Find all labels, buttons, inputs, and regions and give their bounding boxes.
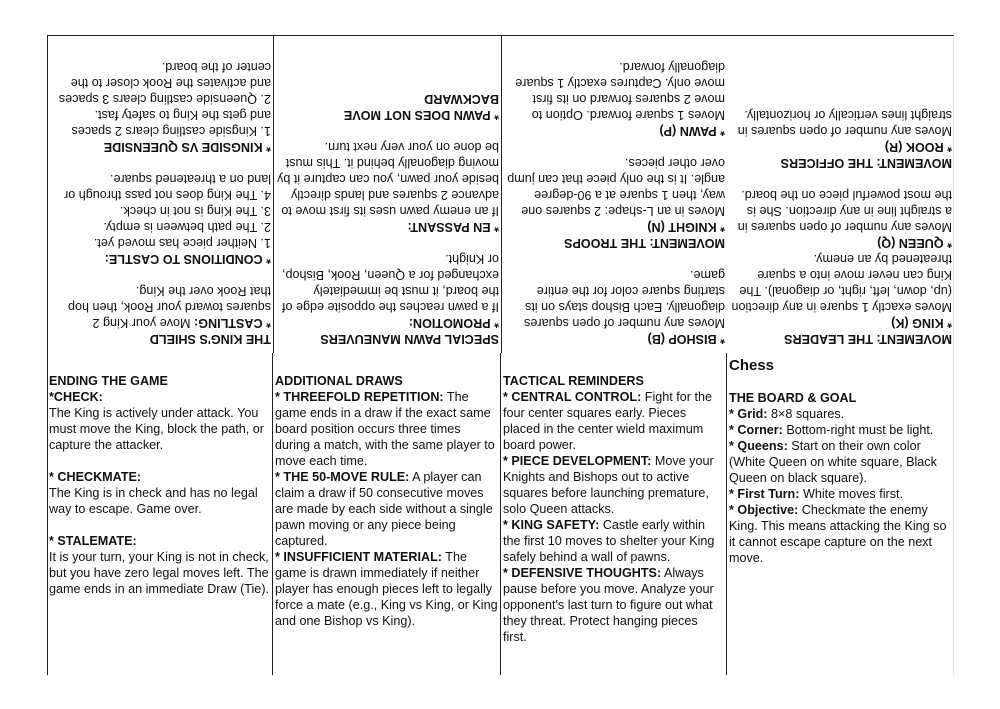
panel-leaders: [727, 35, 954, 353]
panel-additional-draws: [273, 353, 501, 675]
objective-text: Checkmate the enemy King. This means attacking the King so it cannot escape capture on the next move.: [729, 503, 947, 565]
queenside-text: 2. Queenside castling clears 3 spaces and activates the Rook closer to the center of the board.: [58, 60, 271, 106]
castling-text: Move your King 2 squares toward your Rook, then hop that Rook over the King.: [67, 284, 271, 330]
officers-heading: MOVEMENT: THE OFFICERS: [780, 156, 952, 170]
condition-2: 2. The path between is empty.: [103, 220, 271, 234]
king-label: * KING (K): [891, 316, 952, 330]
panel-grid: [47, 35, 954, 675]
panel-heading: TACTICAL REMINDERS: [503, 374, 644, 388]
queen-label: * QUEEN (Q): [877, 236, 952, 250]
stalemate-label: * STALEMATE:: [49, 534, 137, 548]
panel-heading: THE KING'S SHIELD: [149, 332, 271, 346]
panel-heading: MOVEMENT: THE LEADERS: [784, 332, 952, 346]
king-text: Moves exactly 1 square in any direction (up, down, left, right, or diagonal). The King can never move into a square threatened by an enemy.: [731, 252, 952, 314]
checkmate-label: * CHECKMATE:: [49, 470, 142, 484]
first-turn-text: White moves first.: [802, 487, 904, 501]
panel-heading: SPECIAL PAWN MANEUVERS: [320, 332, 499, 346]
defensive-text: Always pause before you move. Analyze your opponent's last turn to figure out what they threat. Protect hanging pieces first.: [503, 566, 714, 644]
panel-tactical-reminders: [501, 353, 727, 675]
panel-heading: ADDITIONAL DRAWS: [275, 374, 403, 388]
panel-special-pawn: [273, 35, 501, 353]
king-safety-text: Castle early within the first 10 moves to shelter your King safely behind a wall of pawns.: [503, 518, 715, 564]
conditions-label: * CONDITIONS TO CASTLE:: [104, 252, 271, 266]
castling-label: * CASTLING:: [194, 316, 271, 330]
condition-3: 3. The King is not in check.: [120, 204, 271, 218]
piece-development-label: * PIECE DEVELOPMENT:: [503, 454, 652, 468]
panel-heading: ENDING THE GAME: [49, 374, 168, 388]
en-passant-text: If an enemy pawn uses its first move to advance 2 squares and lands directly beside your pawn, you can capture it by moving diagonally behind it. This must be done on your very next turn.: [277, 140, 499, 218]
foldable-sheet: [47, 35, 954, 675]
insufficient-text: The game is drawn immediately if neither player has enough pieces left to legally force a mate (e.g., King vs King, or King and one Bishop vs King).: [275, 550, 498, 628]
panel-heading: THE BOARD & GOAL: [729, 391, 857, 405]
fifty-move-label: * THE 50-MOVE RULE:: [275, 470, 410, 484]
queen-text: Moves any number of open squares in a straight line in any direction. She is the most powerful piece on the board.: [737, 188, 952, 234]
condition-1: 1. Neither piece has moved yet.: [93, 236, 271, 250]
en-passant-label: * EN PASSANT:: [407, 220, 499, 234]
central-control-label: * CENTRAL CONTROL:: [503, 390, 642, 404]
queens-label: * Queens:: [729, 439, 788, 453]
threefold-label: * THREEFOLD REPETITION:: [275, 390, 444, 404]
promotion-label: * PROMOTION:: [408, 316, 499, 330]
panel-kings-shield: [47, 35, 273, 353]
threefold-text: The game ends in a draw if the exact same board position occurs three times during a match, with the same player to move each time.: [275, 390, 495, 468]
rook-text: Moves any number of open squares in straight lines vertically or horizontally.: [737, 108, 952, 138]
king-safety-label: * KING SAFETY:: [503, 518, 600, 532]
pawn-backward-label: * PAWN DOES NOT MOVE BACKWARD: [343, 92, 499, 122]
central-control-text: Fight for the four center squares early. Pieces placed in the center wield maximum board power.: [503, 390, 712, 452]
knight-text: Moves in an L-shape: 2 squares one way, then 1 square at a 90-degree angle. It is the only piece that can jump over other pieces.: [507, 156, 725, 218]
panel-bishop-troops: [501, 35, 727, 353]
insufficient-label: * INSUFFICIENT MATERIAL:: [275, 550, 442, 564]
knight-label: * KNIGHT (N): [647, 220, 725, 234]
pawn-label: * PAWN (P): [659, 124, 725, 138]
check-label: *CHECK:: [49, 390, 103, 404]
kingside-text: 1. Kingside castling clears 2 spaces and gets the King to safety fast.: [71, 108, 271, 138]
first-turn-label: * First Turn:: [729, 487, 800, 501]
bishop-text: Moves any number of open squares diagonally. Each Bishop stays on its starting square color for the entire game.: [524, 268, 725, 330]
condition-4: 4. The King does not pass through or land on a threatened square.: [63, 172, 271, 202]
bishop-label: * BISHOP (B): [647, 332, 725, 346]
corner-label: * Corner:: [729, 423, 783, 437]
kingside-queenside-label: * KINGSIDE VS QUEENSIDE: [103, 140, 271, 154]
corner-text: Bottom-right must be light.: [786, 423, 934, 437]
panel-ending-game: [47, 353, 273, 675]
pawn-text: Moves 1 square forward. Option to move 2 squares forward on its first move only. Captures exactly 1 square diagonally forward.: [515, 60, 725, 122]
stalemate-text: It is your turn, your King is not in check, but you have zero legal moves left. The game ends in an immediate Draw (Tie).: [49, 550, 270, 596]
panel-board-goal: [727, 353, 954, 675]
fifty-move-text: A player can claim a draw if 50 consecutive moves are made by each side without a single pawn moving or any piece being captured.: [275, 470, 493, 548]
objective-label: * Objective:: [729, 503, 799, 517]
defensive-label: * DEFENSIVE THOUGHTS:: [503, 566, 662, 580]
document-title: Chess: [729, 357, 775, 374]
queens-text: Start on their own color (White Queen on white square, Black Queen on black square).: [729, 439, 937, 485]
piece-development-text: Move your Knights and Bishops out to active squares before launching premature, solo Queen attacks.: [503, 454, 714, 516]
grid-label: * Grid:: [729, 407, 768, 421]
grid-text: 8×8 squares.: [770, 407, 845, 421]
promotion-text: If a pawn reaches the opposite edge of the board, it must be immediately exchanged for a Queen, Rook, Bishop, or Knight.: [281, 252, 499, 314]
rook-label: * ROOK (R): [884, 140, 952, 154]
check-text: The King is actively under attack. You must move the King, block the path, or capture the attacker.: [49, 406, 264, 452]
troops-heading: MOVEMENT: THE TROOPS: [564, 236, 725, 250]
checkmate-text: The King is in check and has no legal way to escape. Game over.: [49, 486, 258, 516]
